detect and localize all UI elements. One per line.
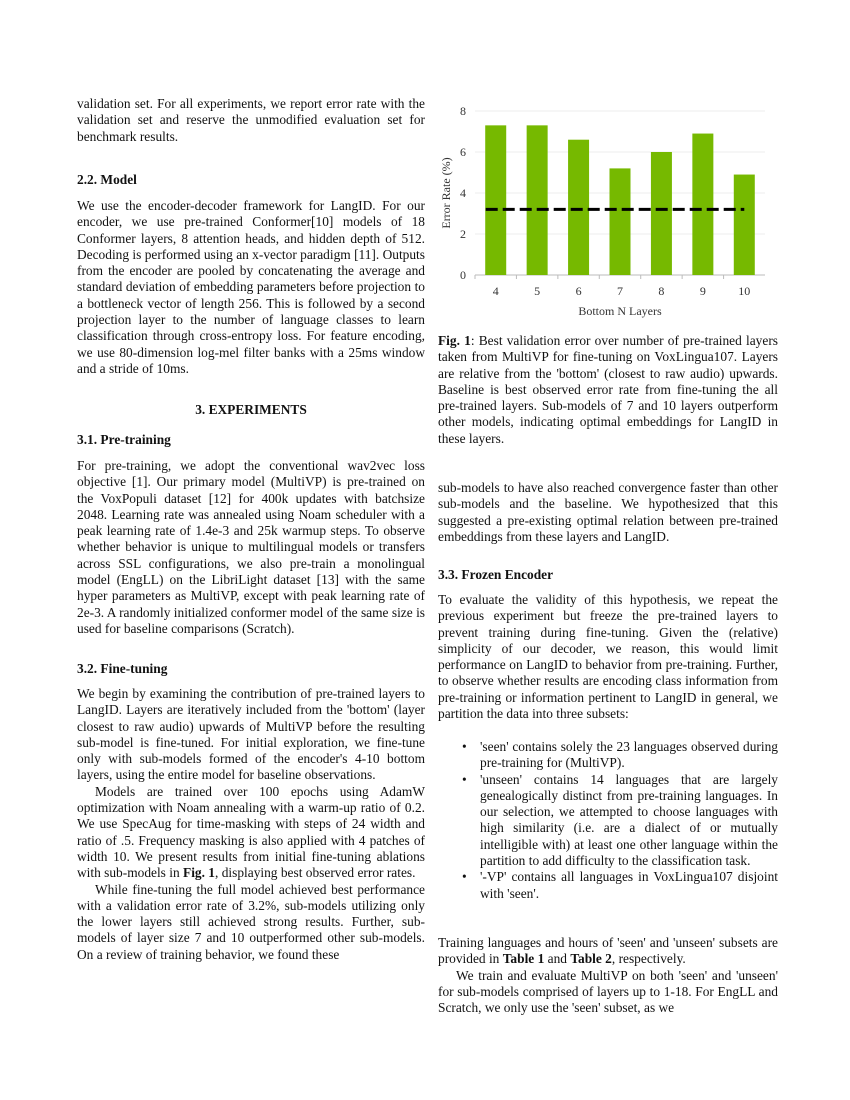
final-paragraph: We train and evaluate MultiVP on both 'seen' and 'unseen' for sub-models comprised of layers up to 1-18. For EngLL and Scratch, we only use the 'seen' subset, as we: [438, 967, 778, 1016]
y-tick-label: 6: [460, 145, 466, 159]
bar-5: [527, 125, 548, 275]
section-heading-frozen-encoder: 3.3. Frozen Encoder: [438, 567, 554, 582]
bar-chart: [430, 95, 770, 325]
bar-9: [692, 134, 713, 275]
intro-paragraph: validation set. For all experiments, we report error rate with the validation set and reserve the unmodified evaluation set for benchmark results.: [77, 96, 425, 144]
list-item: • 'unseen' contains 14 languages that are largely genealogically distinct from pre-training languages. In our selection, we attempted to choose languages with high similarity (i.e. are a dialect of or mutually intelligible with) at least one other language within the partition to add difficulty to the classification task.: [458, 772, 778, 870]
bar-4: [485, 125, 506, 275]
model-paragraph: We use the encoder-decoder framework for LangID. For our encoder, we use pre-trained Conformer[10] models of 18 Conformer layers, 8 attention heads, and hidden depth of 512. Decoding is performed using an x-vector paradigm [11]. Outputs from the encoder are pooled by concatenating the average and standard deviation of embedding parameters before projection to a bottleneck vector of length 256. This is followed by a second projection layer to the number of language classes to learn classification through cross-entropy loss. For feature encoding, we use 80-dimension log-mel filter banks with a 25ms window and a stride of 10ms.: [77, 198, 425, 376]
y-tick-label: 8: [460, 104, 466, 118]
y-tick-label: 0: [460, 268, 466, 282]
x-tick-label: 9: [699, 284, 706, 298]
list-item: • '-VP' contains all languages in VoxLingua107 disjoint with 'seen'.: [458, 869, 778, 902]
bar-7: [610, 168, 631, 275]
section-heading-finetuning: 3.2. Fine-tuning: [77, 661, 168, 676]
frozen-encoder-paragraph: To evaluate the validity of this hypothesis, we repeat the previous experiment but freeze the pre-trained layers to prevent training during fine-tuning. Given the (relative) simplicity of our decoder, we reason, this would limit performance on LangID to behavior from pre-training. Further, to observe whether results are encoding class information from pre-training or information pertinent to LangID in general, we partition the data into three subsets:: [438, 592, 778, 722]
section-heading-pretraining: 3.1. Pre-training: [77, 432, 171, 447]
y-tick-label: 2: [460, 227, 466, 241]
x-tick-label: 6: [575, 284, 582, 298]
finetuning-paragraph-1: We begin by examining the contribution of pre-trained layers to LangID. Layers are iteratively included from the 'bottom' (layer closest to raw audio) upwards of MultiVP before the resulting sub-model is fine-tuned. For initial exploration, we fine-tune only with sub-models formed of the encoder's 4-10 bottom layers, using the entire model for baseline observations.: [77, 686, 425, 783]
pretraining-paragraph: For pre-training, we adopt the conventional wav2vec loss objective [1]. Our primary model (MultiVP) is pre-trained on the VoxPopuli dataset [12] for 400k updates with batchsize 2048. Learning rate was annealed using Noam scheduler with a peak learning rate of 1.4e-3 and 25k warmup steps. To observe whether behavior is unique to multilingual models or transfers across SSL configurations, we also pre-train a monolingual model (EngLL) on the LibriLight dataset [13] with the same hyper parameters as MultiVP, except with peak learning rate of 2e-3. A randomly initialized conformer model of the same size is used for baseline comparisons (Scratch).: [77, 458, 425, 636]
section-heading-model: 2.2. Model: [77, 172, 137, 187]
bar-8: [651, 152, 672, 275]
table-1-reference: Table 1: [502, 951, 545, 967]
caption-label: Fig. 1: [438, 333, 471, 348]
section-heading-experiments: 3. EXPERIMENTS: [195, 402, 307, 417]
figure-caption: [438, 333, 778, 447]
finetuning-paragraph-2: [77, 784, 425, 882]
tables-paragraph: [438, 935, 778, 968]
y-axis-label: Error Rate (%): [439, 157, 453, 229]
list-item: • 'seen' contains solely the 23 languages observed during pre-training for (MultiVP).: [458, 739, 778, 772]
bar-6: [568, 140, 589, 275]
bar-10: [734, 175, 755, 275]
tables-section: [438, 935, 778, 1016]
caption-text: : Best validation error over number of pre-trained layers taken from MultiVP for fine-tuning on VoxLingua107. Layers are relative from the 'bottom' (closest to raw audio) upwards. Baseline is best observed error rate from fine-tuning the all pre-trained layers. Sub-models of 7 and 10 layers outperform other models, indicating optimal embeddings for LangID in these layers.: [438, 333, 778, 446]
finetuning-section: [77, 686, 425, 963]
x-tick-label: 10: [738, 284, 751, 298]
x-tick-label: 8: [658, 284, 665, 298]
x-tick-label: 4: [492, 284, 499, 298]
text: , displaying best observed error rates.: [215, 865, 416, 881]
figure-reference: Fig. 1: [183, 865, 216, 881]
x-tick-label: 5: [534, 284, 541, 298]
text: Models are trained over 100 epochs using AdamW optimization with Noam annealing with a warm-up ratio of 0.2. We use SpecAug for time-masking with steps of 24 width and ratio of .5. Frequency masking is also applied with 4 patches of width 10. We present results from initial fine-tuning ablations with sub-models in: [77, 783, 425, 881]
y-tick-label: 4: [460, 186, 466, 200]
subset-list: [438, 739, 778, 902]
text: and: [544, 951, 571, 967]
text: Training languages and hours of 'seen' and 'unseen' subsets are provided in: [438, 935, 778, 967]
text: , respectively.: [611, 951, 686, 967]
continuation-paragraph: sub-models to have also reached convergence faster than other sub-models and the baseline. We hypothesized that this suggested a pre-existing optimal relation between pre-trained embeddings from these layers and LangID.: [438, 480, 778, 544]
table-2-reference: Table 2: [570, 951, 612, 967]
x-axis-label: Bottom N Layers: [578, 304, 662, 318]
x-tick-label: 7: [617, 284, 623, 298]
finetuning-paragraph-3: While fine-tuning the full model achieved best performance with a validation error rate of 3.2%, sub-models utilizing only the lower layers still achieved strong results. Further, sub-models of layer size 7 and 10 outperformed other sub-models. On a review of training behavior, we found these: [77, 881, 425, 962]
